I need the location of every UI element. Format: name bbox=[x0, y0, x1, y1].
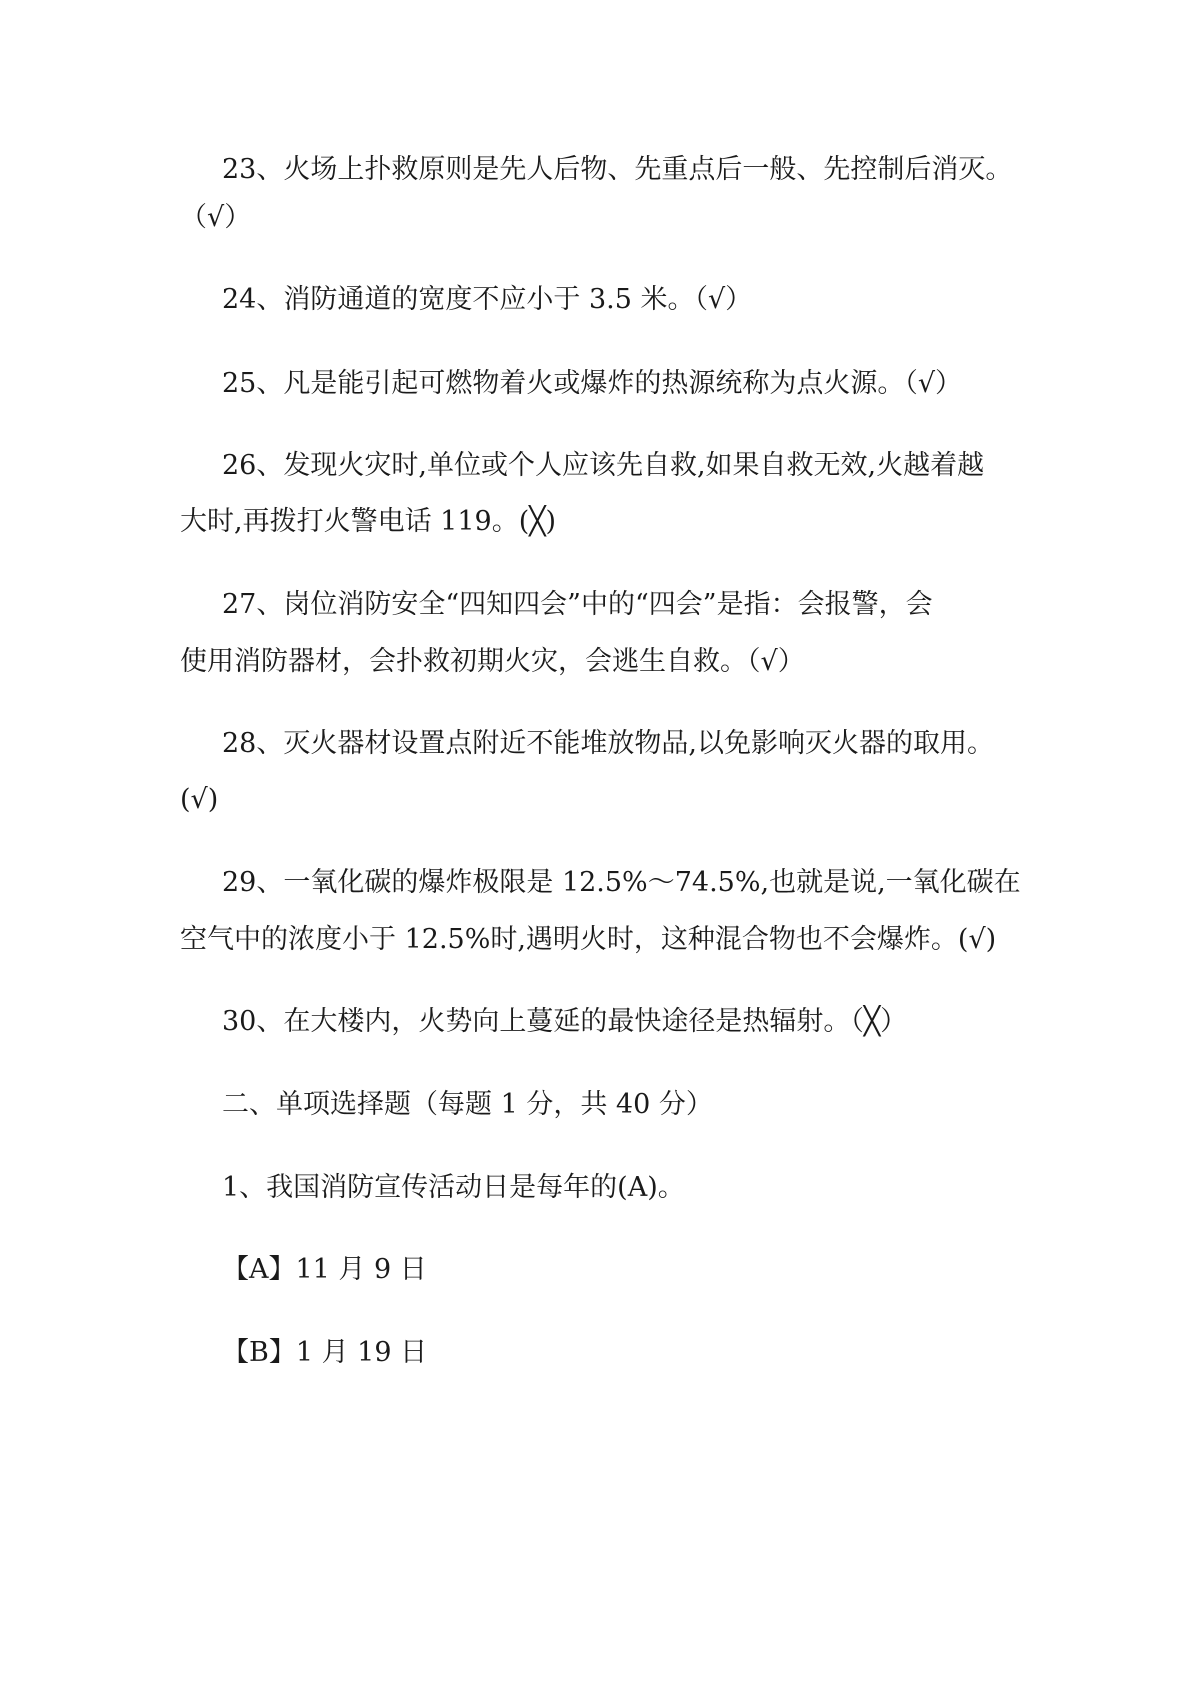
question-28-line-1: 28、灭火器材设置点附近不能堆放物品,以免影响灭火器的取用。 bbox=[222, 728, 994, 759]
question-29-line-2: 空气中的浓度小于 12.5%时,遇明火时，这种混合物也不会爆炸。(√) bbox=[180, 924, 997, 955]
question-25: 25、凡是能引起可燃物着火或爆炸的热源统称为点火源。（√） bbox=[222, 368, 963, 399]
question-27-line-1: 27、岗位消防安全“四知四会”中的“四会”是指：会报警，会 bbox=[222, 589, 933, 620]
question-26-line-2: 大时,再拨打火警电话 119。(╳) bbox=[180, 506, 557, 537]
question-26-line-1: 26、发现火灾时,单位或个人应该先自救,如果自救无效,火越着越 bbox=[222, 450, 985, 481]
question-28-line-2: (√) bbox=[180, 784, 219, 815]
section-heading: 二、单项选择题（每题 1 分，共 40 分） bbox=[222, 1089, 713, 1120]
choice-question-1: 1、我国消防宣传活动日是每年的(A)。 bbox=[222, 1172, 685, 1203]
question-24: 24、消防通道的宽度不应小于 3.5 米。（√） bbox=[222, 284, 753, 315]
question-23-line-2: （√） bbox=[180, 202, 252, 233]
option-b: 【B】1 月 19 日 bbox=[222, 1337, 428, 1368]
question-23-line-1: 23、火场上扑救原则是先人后物、先重点后一般、先控制后消灭。 bbox=[222, 154, 1013, 185]
question-27-line-2: 使用消防器材，会扑救初期火灾，会逃生自救。（√） bbox=[180, 646, 805, 677]
question-30: 30、在大楼内，火势向上蔓延的最快途径是热辐射。（╳） bbox=[222, 1006, 908, 1037]
option-a: 【A】11 月 9 日 bbox=[222, 1254, 427, 1285]
question-29-line-1: 29、一氧化碳的爆炸极限是 12.5%～74.5%,也就是说,一氧化碳在 bbox=[222, 867, 1021, 898]
